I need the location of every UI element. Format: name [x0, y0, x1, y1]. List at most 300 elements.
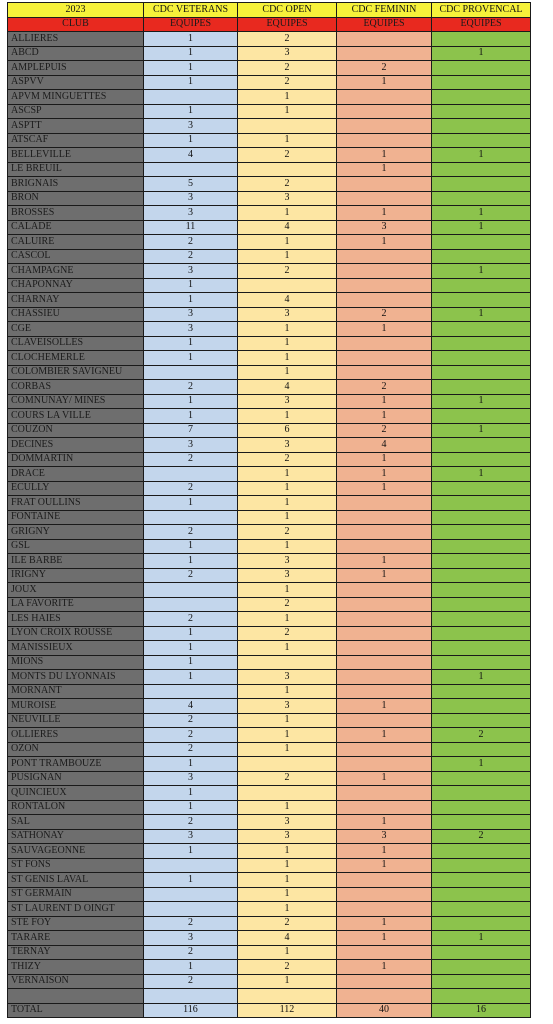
club-name-cell: SAUVAGEONNE [8, 844, 144, 859]
provencal-count-cell [432, 32, 531, 47]
spacer-row [8, 989, 531, 1004]
open-count-cell: 1 [238, 249, 337, 264]
provencal-count-cell: 1 [432, 423, 531, 438]
veterans-count-cell: 7 [144, 423, 238, 438]
provencal-count-cell [432, 626, 531, 641]
open-count-cell: 3 [238, 699, 337, 714]
provencal-count-cell [432, 887, 531, 902]
veterans-count-cell: 2 [144, 612, 238, 627]
feminin-count-cell [337, 583, 432, 598]
provencal-count-cell [432, 800, 531, 815]
provencal-count-cell [432, 699, 531, 714]
provencal-count-cell: 1 [432, 757, 531, 772]
club-name-cell: CORBAS [8, 380, 144, 395]
club-name-cell: CHARNAY [8, 293, 144, 308]
table-row [8, 249, 531, 264]
club-name-cell: ASPTT [8, 119, 144, 134]
provencal-count-cell [432, 162, 531, 177]
veterans-count-cell: 11 [144, 220, 238, 235]
table-row [8, 75, 531, 90]
open-count-cell: 4 [238, 931, 337, 946]
provencal-count-cell [432, 771, 531, 786]
provencal-count-cell [432, 786, 531, 801]
feminin-count-cell [337, 873, 432, 888]
table-row [8, 394, 531, 409]
club-name-cell: RONTALON [8, 800, 144, 815]
veterans-count-cell: 2 [144, 713, 238, 728]
club-name-cell: ST GERMAIN [8, 887, 144, 902]
veterans-count-cell [144, 597, 238, 612]
table-row [8, 612, 531, 627]
provencal-count-cell [432, 873, 531, 888]
open-count-cell: 2 [238, 960, 337, 975]
table-row [8, 597, 531, 612]
veterans-count-cell: 1 [144, 641, 238, 656]
open-count-cell: 3 [238, 307, 337, 322]
provencal-count-cell [432, 742, 531, 757]
open-count-cell: 2 [238, 525, 337, 540]
feminin-count-cell: 1 [337, 322, 432, 337]
open-count-cell: 4 [238, 220, 337, 235]
open-count-cell: 3 [238, 554, 337, 569]
provencal-count-cell [432, 554, 531, 569]
table-row [8, 235, 531, 250]
club-name-cell: ABCD [8, 46, 144, 61]
feminin-count-cell [337, 510, 432, 525]
club-name-cell: LES HAIES [8, 612, 144, 627]
club-name-cell: COLOMBIER SAVIGNEU [8, 365, 144, 380]
feminin-count-cell: 1 [337, 409, 432, 424]
veterans-count-cell: 2 [144, 525, 238, 540]
veterans-count-cell: 1 [144, 278, 238, 293]
veterans-count-cell: 4 [144, 699, 238, 714]
provencal-count-cell [432, 278, 531, 293]
feminin-count-cell: 3 [337, 829, 432, 844]
feminin-count-cell [337, 757, 432, 772]
club-name-cell: PONT TRAMBOUZE [8, 757, 144, 772]
open-count-cell: 4 [238, 380, 337, 395]
provencal-count-cell [432, 322, 531, 337]
feminin-count-cell: 1 [337, 771, 432, 786]
table-row [8, 916, 531, 931]
provencal-count-cell [432, 960, 531, 975]
veterans-count-cell [144, 887, 238, 902]
club-name-cell: IRIGNY [8, 568, 144, 583]
feminin-count-cell: 2 [337, 61, 432, 76]
table-row [8, 278, 531, 293]
club-name-cell: THIZY [8, 960, 144, 975]
veterans-count-cell: 3 [144, 829, 238, 844]
table-row [8, 61, 531, 76]
feminin-count-cell [337, 496, 432, 511]
open-count-cell: 1 [238, 481, 337, 496]
veterans-count-cell: 2 [144, 815, 238, 830]
veterans-count-cell: 1 [144, 539, 238, 554]
club-name-cell: ST GENIS LAVAL [8, 873, 144, 888]
veterans-count-cell: 1 [144, 757, 238, 772]
table-row [8, 351, 531, 366]
table-row [8, 945, 531, 960]
club-teams-table [7, 2, 531, 1018]
table-row [8, 481, 531, 496]
veterans-count-cell: 1 [144, 133, 238, 148]
veterans-count-cell [144, 684, 238, 699]
provencal-count-cell: 1 [432, 46, 531, 61]
provencal-count-cell [432, 916, 531, 931]
feminin-count-cell: 1 [337, 916, 432, 931]
feminin-count-cell [337, 612, 432, 627]
feminin-count-cell [337, 133, 432, 148]
club-name-cell: MUROISE [8, 699, 144, 714]
veterans-count-cell: 2 [144, 974, 238, 989]
feminin-count-cell: 2 [337, 380, 432, 395]
table-row [8, 626, 531, 641]
table-row [8, 771, 531, 786]
veterans-count-cell: 1 [144, 655, 238, 670]
col-header-open: CDC OPEN [238, 3, 337, 18]
club-name-cell: ASCSP [8, 104, 144, 119]
feminin-count-cell [337, 539, 432, 554]
club-name-cell: COMNUNAY/ MINES [8, 394, 144, 409]
club-name-cell: FRAT OULLINS [8, 496, 144, 511]
club-name-cell: LA FAVORITE [8, 597, 144, 612]
open-count-cell: 3 [238, 568, 337, 583]
open-count-cell: 1 [238, 496, 337, 511]
open-count-cell: 6 [238, 423, 337, 438]
veterans-count-cell: 1 [144, 336, 238, 351]
club-name-cell: SATHONAY [8, 829, 144, 844]
provencal-count-cell [432, 539, 531, 554]
veterans-count-cell [144, 162, 238, 177]
club-name-cell: MANISSIEUX [8, 641, 144, 656]
total-label: TOTAL [8, 1003, 144, 1018]
table-row [8, 336, 531, 351]
table-row [8, 293, 531, 308]
spacer-cell [8, 989, 144, 1004]
provencal-count-cell [432, 815, 531, 830]
open-count-cell: 1 [238, 641, 337, 656]
feminin-count-cell: 1 [337, 162, 432, 177]
open-count-cell: 1 [238, 974, 337, 989]
open-count-cell: 1 [238, 351, 337, 366]
total-row [8, 1003, 531, 1018]
open-count-cell [238, 786, 337, 801]
total-feminin: 40 [337, 1003, 432, 1018]
provencal-count-cell [432, 133, 531, 148]
table-row [8, 829, 531, 844]
veterans-count-cell: 2 [144, 728, 238, 743]
provencal-count-cell: 1 [432, 264, 531, 279]
table-row [8, 119, 531, 134]
veterans-count-cell: 2 [144, 452, 238, 467]
open-count-cell: 2 [238, 148, 337, 163]
open-count-cell: 2 [238, 597, 337, 612]
veterans-count-cell: 2 [144, 481, 238, 496]
table-row [8, 510, 531, 525]
feminin-count-cell: 1 [337, 394, 432, 409]
club-header: CLUB [8, 17, 144, 32]
club-name-cell: APVM MINGUETTES [8, 90, 144, 105]
table-row [8, 177, 531, 192]
feminin-count-cell [337, 191, 432, 206]
open-count-cell: 1 [238, 206, 337, 221]
open-count-cell: 1 [238, 844, 337, 859]
feminin-count-cell: 1 [337, 699, 432, 714]
table-row [8, 467, 531, 482]
provencal-count-cell [432, 365, 531, 380]
feminin-count-cell [337, 293, 432, 308]
open-count-cell: 1 [238, 800, 337, 815]
feminin-count-cell [337, 264, 432, 279]
table-row [8, 641, 531, 656]
table-row [8, 844, 531, 859]
club-name-cell: BRON [8, 191, 144, 206]
provencal-count-cell: 1 [432, 931, 531, 946]
open-count-cell: 1 [238, 133, 337, 148]
club-name-cell: FONTAINE [8, 510, 144, 525]
club-name-cell: CLOCHEMERLE [8, 351, 144, 366]
veterans-count-cell [144, 902, 238, 917]
feminin-count-cell [337, 104, 432, 119]
open-count-cell: 1 [238, 684, 337, 699]
table-row [8, 583, 531, 598]
provencal-count-cell [432, 75, 531, 90]
feminin-count-cell [337, 90, 432, 105]
col-header-veterans: CDC VETERANS [144, 3, 238, 18]
veterans-count-cell: 5 [144, 177, 238, 192]
club-name-cell: AMPLEPUIS [8, 61, 144, 76]
table-row [8, 655, 531, 670]
table-row [8, 728, 531, 743]
open-count-cell: 2 [238, 177, 337, 192]
club-name-cell: COUZON [8, 423, 144, 438]
open-count-cell: 1 [238, 539, 337, 554]
club-name-cell: CHAPONNAY [8, 278, 144, 293]
provencal-count-cell [432, 61, 531, 76]
feminin-count-cell [337, 46, 432, 61]
table-row [8, 815, 531, 830]
table-row [8, 858, 531, 873]
feminin-count-cell [337, 800, 432, 815]
provencal-count-cell [432, 496, 531, 511]
col-header-provencal: CDC PROVENCAL [432, 3, 531, 18]
club-name-cell: BRIGNAIS [8, 177, 144, 192]
feminin-count-cell: 1 [337, 960, 432, 975]
provencal-count-cell: 2 [432, 728, 531, 743]
provencal-count-cell [432, 119, 531, 134]
veterans-count-cell [144, 583, 238, 598]
veterans-count-cell: 1 [144, 960, 238, 975]
feminin-count-cell: 2 [337, 423, 432, 438]
provencal-count-cell [432, 380, 531, 395]
provencal-count-cell [432, 858, 531, 873]
table-row [8, 568, 531, 583]
open-count-cell [238, 278, 337, 293]
feminin-count-cell: 1 [337, 858, 432, 873]
feminin-count-cell [337, 887, 432, 902]
open-count-cell: 1 [238, 322, 337, 337]
provencal-count-cell [432, 481, 531, 496]
feminin-count-cell: 1 [337, 844, 432, 859]
provencal-count-cell [432, 90, 531, 105]
table-row [8, 525, 531, 540]
veterans-count-cell: 4 [144, 148, 238, 163]
club-name-cell: ALLIERES [8, 32, 144, 47]
veterans-count-cell: 1 [144, 293, 238, 308]
table-row [8, 380, 531, 395]
veterans-count-cell: 2 [144, 249, 238, 264]
club-name-cell: CASCOL [8, 249, 144, 264]
open-count-cell: 1 [238, 90, 337, 105]
table-row [8, 409, 531, 424]
feminin-count-cell [337, 742, 432, 757]
provencal-count-cell: 1 [432, 670, 531, 685]
club-name-cell: ILE BARBE [8, 554, 144, 569]
veterans-count-cell: 1 [144, 626, 238, 641]
provencal-count-cell [432, 844, 531, 859]
provencal-count-cell [432, 249, 531, 264]
table-row [8, 322, 531, 337]
open-count-cell: 4 [238, 293, 337, 308]
feminin-count-cell: 1 [337, 728, 432, 743]
club-name-cell: GRIGNY [8, 525, 144, 540]
table-row [8, 496, 531, 511]
feminin-count-cell [337, 974, 432, 989]
club-name-cell: BROSSES [8, 206, 144, 221]
club-name-cell: CLAVEISOLLES [8, 336, 144, 351]
club-name-cell: ST FONS [8, 858, 144, 873]
veterans-count-cell: 1 [144, 104, 238, 119]
provencal-count-cell [432, 510, 531, 525]
provencal-count-cell [432, 293, 531, 308]
club-name-cell: BELLEVILLE [8, 148, 144, 163]
veterans-count-cell: 1 [144, 32, 238, 47]
provencal-count-cell [432, 452, 531, 467]
club-name-cell: ASPVV [8, 75, 144, 90]
provencal-count-cell [432, 583, 531, 598]
feminin-count-cell [337, 597, 432, 612]
table-row [8, 699, 531, 714]
club-name-cell: DECINES [8, 438, 144, 453]
table-row [8, 104, 531, 119]
club-name-cell: OZON [8, 742, 144, 757]
open-count-cell: 3 [238, 815, 337, 830]
veterans-count-cell: 1 [144, 351, 238, 366]
feminin-count-cell [337, 786, 432, 801]
feminin-count-cell: 4 [337, 438, 432, 453]
table-row [8, 742, 531, 757]
table-row [8, 191, 531, 206]
club-name-cell: QUINCIEUX [8, 786, 144, 801]
veterans-count-cell: 3 [144, 771, 238, 786]
provencal-count-cell [432, 191, 531, 206]
table-row [8, 264, 531, 279]
total-provencal: 16 [432, 1003, 531, 1018]
club-name-cell: CHASSIEU [8, 307, 144, 322]
table-row [8, 684, 531, 699]
veterans-count-cell [144, 510, 238, 525]
veterans-count-cell: 3 [144, 307, 238, 322]
veterans-count-cell: 3 [144, 264, 238, 279]
open-count-cell: 3 [238, 438, 337, 453]
equipes-header-veterans: EQUIPES [144, 17, 238, 32]
open-count-cell: 3 [238, 829, 337, 844]
feminin-count-cell [337, 626, 432, 641]
equipes-header-feminin: EQUIPES [337, 17, 432, 32]
club-name-cell: STE FOY [8, 916, 144, 931]
provencal-count-cell: 1 [432, 220, 531, 235]
veterans-count-cell: 3 [144, 438, 238, 453]
open-count-cell [238, 119, 337, 134]
club-name-cell: ECULLY [8, 481, 144, 496]
open-count-cell: 1 [238, 873, 337, 888]
veterans-count-cell: 2 [144, 235, 238, 250]
veterans-count-cell: 2 [144, 568, 238, 583]
table-row [8, 206, 531, 221]
feminin-count-cell: 1 [337, 481, 432, 496]
feminin-count-cell [337, 902, 432, 917]
veterans-count-cell: 1 [144, 786, 238, 801]
open-count-cell: 2 [238, 771, 337, 786]
veterans-count-cell [144, 858, 238, 873]
table-row [8, 757, 531, 772]
veterans-count-cell: 1 [144, 800, 238, 815]
table-row [8, 162, 531, 177]
provencal-count-cell [432, 974, 531, 989]
veterans-count-cell: 2 [144, 916, 238, 931]
veterans-count-cell: 2 [144, 945, 238, 960]
header-row-categories [8, 3, 531, 18]
open-count-cell: 1 [238, 945, 337, 960]
veterans-count-cell: 1 [144, 496, 238, 511]
table-row [8, 800, 531, 815]
spacer-cell [432, 989, 531, 1004]
club-name-cell: VERNAISON [8, 974, 144, 989]
open-count-cell [238, 757, 337, 772]
veterans-count-cell: 1 [144, 873, 238, 888]
header-row-labels [8, 17, 531, 32]
veterans-count-cell: 1 [144, 554, 238, 569]
table-row [8, 974, 531, 989]
open-count-cell: 2 [238, 32, 337, 47]
open-count-cell: 2 [238, 452, 337, 467]
veterans-count-cell: 2 [144, 742, 238, 757]
table-row [8, 887, 531, 902]
feminin-count-cell [337, 525, 432, 540]
provencal-count-cell [432, 351, 531, 366]
feminin-count-cell [337, 655, 432, 670]
feminin-count-cell: 1 [337, 931, 432, 946]
spacer-cell [337, 989, 432, 1004]
table-row [8, 423, 531, 438]
total-open: 112 [238, 1003, 337, 1018]
veterans-count-cell: 1 [144, 394, 238, 409]
year-cell: 2023 [8, 3, 144, 18]
provencal-count-cell [432, 612, 531, 627]
club-name-cell: GSL [8, 539, 144, 554]
open-count-cell: 1 [238, 887, 337, 902]
club-name-cell: MIONS [8, 655, 144, 670]
club-name-cell: TARARE [8, 931, 144, 946]
veterans-count-cell: 3 [144, 119, 238, 134]
veterans-count-cell: 1 [144, 844, 238, 859]
table-row [8, 960, 531, 975]
table-body [8, 32, 531, 989]
table-row [8, 438, 531, 453]
club-name-cell: LE BREUIL [8, 162, 144, 177]
table-row [8, 365, 531, 380]
veterans-count-cell: 1 [144, 670, 238, 685]
